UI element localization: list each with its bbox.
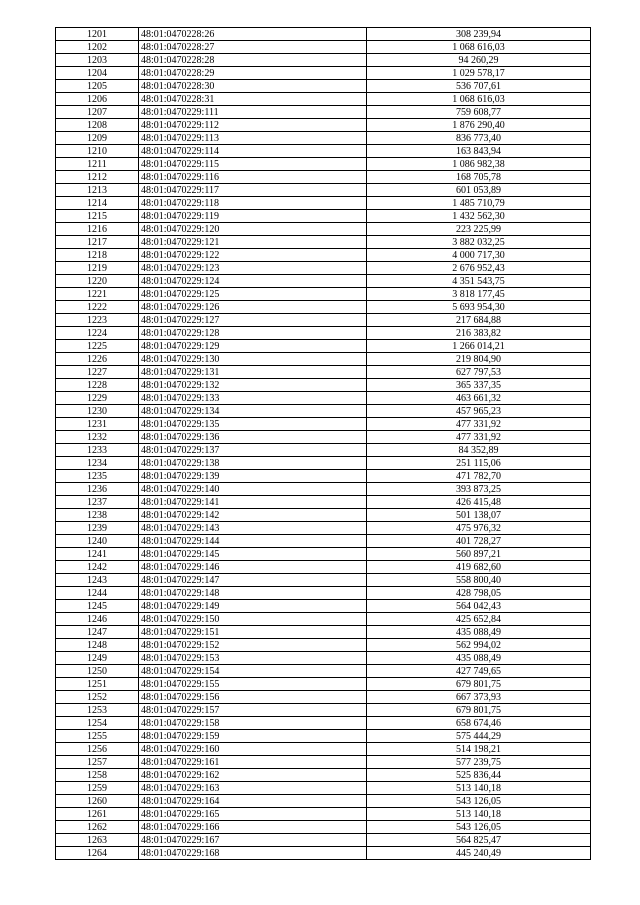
cadastral-value-cell: 2 676 952,43 bbox=[367, 262, 591, 275]
row-number-cell: 1232 bbox=[56, 431, 139, 444]
table-row bbox=[56, 808, 591, 821]
cadastral-value-cell: 5 693 954,30 bbox=[367, 301, 591, 314]
cadastral-number-cell: 48:01:0470229:140 bbox=[139, 483, 367, 496]
cadastral-number-cell: 48:01:0470229:131 bbox=[139, 366, 367, 379]
cadastral-number-cell: 48:01:0470229:159 bbox=[139, 730, 367, 743]
row-number-cell: 1249 bbox=[56, 652, 139, 665]
cadastral-number-cell: 48:01:0470229:111 bbox=[139, 106, 367, 119]
table-row bbox=[56, 691, 591, 704]
table-row bbox=[56, 275, 591, 288]
cadastral-value-cell: 3 818 177,45 bbox=[367, 288, 591, 301]
row-number-cell: 1234 bbox=[56, 457, 139, 470]
cadastral-number-cell: 48:01:0470229:127 bbox=[139, 314, 367, 327]
row-number-cell: 1238 bbox=[56, 509, 139, 522]
row-number-cell: 1227 bbox=[56, 366, 139, 379]
cadastral-value-cell: 577 239,75 bbox=[367, 756, 591, 769]
table-row bbox=[56, 483, 591, 496]
row-number-cell: 1255 bbox=[56, 730, 139, 743]
table-row bbox=[56, 262, 591, 275]
cadastral-value-cell: 217 684,88 bbox=[367, 314, 591, 327]
cadastral-number-cell: 48:01:0470229:112 bbox=[139, 119, 367, 132]
cadastral-number-cell: 48:01:0470229:138 bbox=[139, 457, 367, 470]
cadastral-number-cell: 48:01:0470229:162 bbox=[139, 769, 367, 782]
cadastral-number-cell: 48:01:0470229:153 bbox=[139, 652, 367, 665]
row-number-cell: 1240 bbox=[56, 535, 139, 548]
cadastral-number-cell: 48:01:0470229:147 bbox=[139, 574, 367, 587]
cadastral-number-cell: 48:01:0470229:133 bbox=[139, 392, 367, 405]
cadastral-value-cell: 575 444,29 bbox=[367, 730, 591, 743]
cadastral-value-cell: 513 140,18 bbox=[367, 782, 591, 795]
table-row bbox=[56, 366, 591, 379]
row-number-cell: 1226 bbox=[56, 353, 139, 366]
cadastral-number-cell: 48:01:0470229:141 bbox=[139, 496, 367, 509]
table-row bbox=[56, 535, 591, 548]
cadastral-number-cell: 48:01:0470229:150 bbox=[139, 613, 367, 626]
table-row bbox=[56, 600, 591, 613]
cadastral-number-cell: 48:01:0470229:157 bbox=[139, 704, 367, 717]
cadastral-number-cell: 48:01:0470228:30 bbox=[139, 80, 367, 93]
cadastral-value-cell: 1 876 290,40 bbox=[367, 119, 591, 132]
row-number-cell: 1244 bbox=[56, 587, 139, 600]
cadastral-number-cell: 48:01:0470229:129 bbox=[139, 340, 367, 353]
table-row bbox=[56, 795, 591, 808]
cadastral-number-cell: 48:01:0470229:117 bbox=[139, 184, 367, 197]
cadastral-value-cell: 463 661,32 bbox=[367, 392, 591, 405]
cadastral-value-cell: 1 068 616,03 bbox=[367, 41, 591, 54]
row-number-cell: 1236 bbox=[56, 483, 139, 496]
table-row bbox=[56, 639, 591, 652]
row-number-cell: 1208 bbox=[56, 119, 139, 132]
table-row bbox=[56, 119, 591, 132]
row-number-cell: 1264 bbox=[56, 847, 139, 860]
table-row bbox=[56, 509, 591, 522]
table-row bbox=[56, 470, 591, 483]
cadastral-value-cell: 667 373,93 bbox=[367, 691, 591, 704]
table-row bbox=[56, 210, 591, 223]
cadastral-value-cell: 560 897,21 bbox=[367, 548, 591, 561]
table-row bbox=[56, 184, 591, 197]
row-number-cell: 1223 bbox=[56, 314, 139, 327]
table-row bbox=[56, 834, 591, 847]
cadastral-value-cell: 627 797,53 bbox=[367, 366, 591, 379]
table-row bbox=[56, 288, 591, 301]
row-number-cell: 1203 bbox=[56, 54, 139, 67]
cadastral-number-cell: 48:01:0470229:145 bbox=[139, 548, 367, 561]
cadastral-number-cell: 48:01:0470229:151 bbox=[139, 626, 367, 639]
table-row bbox=[56, 223, 591, 236]
cadastral-number-cell: 48:01:0470229:158 bbox=[139, 717, 367, 730]
table-row bbox=[56, 457, 591, 470]
table-row bbox=[56, 314, 591, 327]
cadastral-number-cell: 48:01:0470229:124 bbox=[139, 275, 367, 288]
cadastral-value-cell: 1 432 562,30 bbox=[367, 210, 591, 223]
cadastral-number-cell: 48:01:0470229:125 bbox=[139, 288, 367, 301]
table-row bbox=[56, 574, 591, 587]
cadastral-value-cell: 564 042,43 bbox=[367, 600, 591, 613]
row-number-cell: 1259 bbox=[56, 782, 139, 795]
cadastral-number-cell: 48:01:0470229:121 bbox=[139, 236, 367, 249]
cadastral-value-cell: 223 225,99 bbox=[367, 223, 591, 236]
table-row bbox=[56, 54, 591, 67]
cadastral-number-cell: 48:01:0470228:27 bbox=[139, 41, 367, 54]
cadastral-number-cell: 48:01:0470229:143 bbox=[139, 522, 367, 535]
row-number-cell: 1253 bbox=[56, 704, 139, 717]
table-row bbox=[56, 145, 591, 158]
cadastral-value-cell: 219 804,90 bbox=[367, 353, 591, 366]
cadastral-number-cell: 48:01:0470229:156 bbox=[139, 691, 367, 704]
cadastral-value-cell: 426 415,48 bbox=[367, 496, 591, 509]
table-row bbox=[56, 28, 591, 41]
table-row bbox=[56, 405, 591, 418]
cadastral-value-cell: 435 088,49 bbox=[367, 626, 591, 639]
row-number-cell: 1204 bbox=[56, 67, 139, 80]
cadastral-value-cell: 558 800,40 bbox=[367, 574, 591, 587]
row-number-cell: 1261 bbox=[56, 808, 139, 821]
cadastral-value-cell: 536 707,61 bbox=[367, 80, 591, 93]
cadastral-value-cell: 471 782,70 bbox=[367, 470, 591, 483]
row-number-cell: 1256 bbox=[56, 743, 139, 756]
cadastral-number-cell: 48:01:0470229:130 bbox=[139, 353, 367, 366]
cadastral-value-cell: 457 965,23 bbox=[367, 405, 591, 418]
table-row bbox=[56, 613, 591, 626]
row-number-cell: 1209 bbox=[56, 132, 139, 145]
table-row bbox=[56, 652, 591, 665]
table-row bbox=[56, 587, 591, 600]
row-number-cell: 1250 bbox=[56, 665, 139, 678]
cadastral-value-cell: 428 798,05 bbox=[367, 587, 591, 600]
row-number-cell: 1202 bbox=[56, 41, 139, 54]
cadastral-value-cell: 427 749,65 bbox=[367, 665, 591, 678]
cadastral-value-cell: 514 198,21 bbox=[367, 743, 591, 756]
table-row bbox=[56, 717, 591, 730]
table-row bbox=[56, 678, 591, 691]
row-number-cell: 1257 bbox=[56, 756, 139, 769]
cadastral-value-cell: 525 836,44 bbox=[367, 769, 591, 782]
table-row bbox=[56, 418, 591, 431]
cadastral-value-cell: 477 331,92 bbox=[367, 418, 591, 431]
row-number-cell: 1258 bbox=[56, 769, 139, 782]
cadastral-number-cell: 48:01:0470229:134 bbox=[139, 405, 367, 418]
row-number-cell: 1252 bbox=[56, 691, 139, 704]
table-row bbox=[56, 444, 591, 457]
cadastral-value-cell: 543 126,05 bbox=[367, 821, 591, 834]
row-number-cell: 1218 bbox=[56, 249, 139, 262]
cadastral-value-cell: 759 608,77 bbox=[367, 106, 591, 119]
row-number-cell: 1217 bbox=[56, 236, 139, 249]
cadastral-value-cell: 163 843,94 bbox=[367, 145, 591, 158]
cadastral-number-cell: 48:01:0470229:164 bbox=[139, 795, 367, 808]
cadastral-value-cell: 435 088,49 bbox=[367, 652, 591, 665]
cadastral-value-cell: 425 652,84 bbox=[367, 613, 591, 626]
row-number-cell: 1201 bbox=[56, 28, 139, 41]
cadastral-number-cell: 48:01:0470229:123 bbox=[139, 262, 367, 275]
cadastral-number-cell: 48:01:0470229:114 bbox=[139, 145, 367, 158]
cadastral-value-cell: 836 773,40 bbox=[367, 132, 591, 145]
row-number-cell: 1263 bbox=[56, 834, 139, 847]
cadastral-value-cell: 308 239,94 bbox=[367, 28, 591, 41]
table-row bbox=[56, 41, 591, 54]
table-row bbox=[56, 821, 591, 834]
cadastral-number-cell: 48:01:0470228:28 bbox=[139, 54, 367, 67]
row-number-cell: 1245 bbox=[56, 600, 139, 613]
cadastral-number-cell: 48:01:0470229:137 bbox=[139, 444, 367, 457]
cadastral-number-cell: 48:01:0470229:142 bbox=[139, 509, 367, 522]
row-number-cell: 1207 bbox=[56, 106, 139, 119]
table-row bbox=[56, 340, 591, 353]
row-number-cell: 1262 bbox=[56, 821, 139, 834]
cadastral-number-cell: 48:01:0470229:167 bbox=[139, 834, 367, 847]
row-number-cell: 1237 bbox=[56, 496, 139, 509]
table-row bbox=[56, 80, 591, 93]
cadastral-number-cell: 48:01:0470229:163 bbox=[139, 782, 367, 795]
cadastral-number-cell: 48:01:0470229:146 bbox=[139, 561, 367, 574]
cadastral-value-cell: 401 728,27 bbox=[367, 535, 591, 548]
cadastral-value-cell: 365 337,35 bbox=[367, 379, 591, 392]
cadastral-value-cell: 1 086 982,38 bbox=[367, 158, 591, 171]
table-row bbox=[56, 704, 591, 717]
row-number-cell: 1241 bbox=[56, 548, 139, 561]
table-row bbox=[56, 197, 591, 210]
cadastral-value-cell: 658 674,46 bbox=[367, 717, 591, 730]
table-row bbox=[56, 769, 591, 782]
cadastral-value-cell: 3 882 032,25 bbox=[367, 236, 591, 249]
cadastral-value-cell: 475 976,32 bbox=[367, 522, 591, 535]
row-number-cell: 1243 bbox=[56, 574, 139, 587]
table-row bbox=[56, 158, 591, 171]
cadastral-number-cell: 48:01:0470229:126 bbox=[139, 301, 367, 314]
cadastral-number-cell: 48:01:0470229:165 bbox=[139, 808, 367, 821]
row-number-cell: 1230 bbox=[56, 405, 139, 418]
row-number-cell: 1224 bbox=[56, 327, 139, 340]
row-number-cell: 1231 bbox=[56, 418, 139, 431]
row-number-cell: 1229 bbox=[56, 392, 139, 405]
row-number-cell: 1246 bbox=[56, 613, 139, 626]
cadastral-value-cell: 4 351 543,75 bbox=[367, 275, 591, 288]
row-number-cell: 1225 bbox=[56, 340, 139, 353]
cadastral-number-cell: 48:01:0470229:116 bbox=[139, 171, 367, 184]
cadastral-number-cell: 48:01:0470229:120 bbox=[139, 223, 367, 236]
cadastral-value-cell: 84 352,89 bbox=[367, 444, 591, 457]
table-row bbox=[56, 496, 591, 509]
table-row bbox=[56, 106, 591, 119]
row-number-cell: 1205 bbox=[56, 80, 139, 93]
table-row bbox=[56, 236, 591, 249]
cadastral-number-cell: 48:01:0470229:152 bbox=[139, 639, 367, 652]
row-number-cell: 1222 bbox=[56, 301, 139, 314]
cadastral-value-cell: 251 115,06 bbox=[367, 457, 591, 470]
cadastral-value-cell: 679 801,75 bbox=[367, 678, 591, 691]
cadastral-value-cell: 1 266 014,21 bbox=[367, 340, 591, 353]
cadastral-number-cell: 48:01:0470229:135 bbox=[139, 418, 367, 431]
cadastral-value-cell: 168 705,78 bbox=[367, 171, 591, 184]
table-row bbox=[56, 548, 591, 561]
cadastral-value-cell: 94 260,29 bbox=[367, 54, 591, 67]
row-number-cell: 1251 bbox=[56, 678, 139, 691]
table-row bbox=[56, 626, 591, 639]
cadastral-value-cell: 419 682,60 bbox=[367, 561, 591, 574]
row-number-cell: 1211 bbox=[56, 158, 139, 171]
cadastral-number-cell: 48:01:0470229:155 bbox=[139, 678, 367, 691]
table-row bbox=[56, 847, 591, 860]
table-row bbox=[56, 67, 591, 80]
cadastral-number-cell: 48:01:0470229:148 bbox=[139, 587, 367, 600]
row-number-cell: 1220 bbox=[56, 275, 139, 288]
cadastral-value-cell: 562 994,02 bbox=[367, 639, 591, 652]
table-row bbox=[56, 743, 591, 756]
table-row bbox=[56, 353, 591, 366]
cadastral-value-cell: 513 140,18 bbox=[367, 808, 591, 821]
cadastral-value-cell: 501 138,07 bbox=[367, 509, 591, 522]
table-row bbox=[56, 782, 591, 795]
cadastral-number-cell: 48:01:0470229:119 bbox=[139, 210, 367, 223]
cadastral-value-cell: 393 873,25 bbox=[367, 483, 591, 496]
row-number-cell: 1214 bbox=[56, 197, 139, 210]
table-row bbox=[56, 93, 591, 106]
cadastral-number-cell: 48:01:0470229:144 bbox=[139, 535, 367, 548]
cadastral-value-cell: 4 000 717,30 bbox=[367, 249, 591, 262]
row-number-cell: 1210 bbox=[56, 145, 139, 158]
cadastral-value-cell: 216 383,82 bbox=[367, 327, 591, 340]
row-number-cell: 1212 bbox=[56, 171, 139, 184]
cadastral-value-cell: 543 126,05 bbox=[367, 795, 591, 808]
cadastral-number-cell: 48:01:0470229:168 bbox=[139, 847, 367, 860]
row-number-cell: 1242 bbox=[56, 561, 139, 574]
row-number-cell: 1233 bbox=[56, 444, 139, 457]
row-number-cell: 1235 bbox=[56, 470, 139, 483]
table-row bbox=[56, 132, 591, 145]
cadastral-value-cell: 601 053,89 bbox=[367, 184, 591, 197]
cadastral-number-cell: 48:01:0470229:166 bbox=[139, 821, 367, 834]
cadastral-value-table bbox=[55, 27, 591, 860]
cadastral-number-cell: 48:01:0470228:31 bbox=[139, 93, 367, 106]
cadastral-value-cell: 477 331,92 bbox=[367, 431, 591, 444]
row-number-cell: 1215 bbox=[56, 210, 139, 223]
cadastral-number-cell: 48:01:0470229:154 bbox=[139, 665, 367, 678]
row-number-cell: 1260 bbox=[56, 795, 139, 808]
row-number-cell: 1219 bbox=[56, 262, 139, 275]
cadastral-value-cell: 679 801,75 bbox=[367, 704, 591, 717]
cadastral-number-cell: 48:01:0470229:118 bbox=[139, 197, 367, 210]
cadastral-number-cell: 48:01:0470229:113 bbox=[139, 132, 367, 145]
cadastral-number-cell: 48:01:0470229:161 bbox=[139, 756, 367, 769]
table-body bbox=[56, 28, 591, 860]
row-number-cell: 1206 bbox=[56, 93, 139, 106]
cadastral-value-cell: 445 240,49 bbox=[367, 847, 591, 860]
row-number-cell: 1247 bbox=[56, 626, 139, 639]
cadastral-number-cell: 48:01:0470229:122 bbox=[139, 249, 367, 262]
cadastral-value-cell: 1 485 710,79 bbox=[367, 197, 591, 210]
cadastral-number-cell: 48:01:0470228:26 bbox=[139, 28, 367, 41]
table-row bbox=[56, 756, 591, 769]
table-row bbox=[56, 665, 591, 678]
table-row bbox=[56, 431, 591, 444]
row-number-cell: 1254 bbox=[56, 717, 139, 730]
row-number-cell: 1248 bbox=[56, 639, 139, 652]
cadastral-value-cell: 1 029 578,17 bbox=[367, 67, 591, 80]
cadastral-number-cell: 48:01:0470229:136 bbox=[139, 431, 367, 444]
table-row bbox=[56, 327, 591, 340]
table-row bbox=[56, 392, 591, 405]
row-number-cell: 1216 bbox=[56, 223, 139, 236]
cadastral-number-cell: 48:01:0470229:115 bbox=[139, 158, 367, 171]
cadastral-number-cell: 48:01:0470229:149 bbox=[139, 600, 367, 613]
table-row bbox=[56, 522, 591, 535]
cadastral-value-cell: 1 068 616,03 bbox=[367, 93, 591, 106]
table-row bbox=[56, 730, 591, 743]
row-number-cell: 1221 bbox=[56, 288, 139, 301]
table-row bbox=[56, 301, 591, 314]
row-number-cell: 1228 bbox=[56, 379, 139, 392]
cadastral-value-cell: 564 825,47 bbox=[367, 834, 591, 847]
table-row bbox=[56, 379, 591, 392]
cadastral-number-cell: 48:01:0470229:160 bbox=[139, 743, 367, 756]
cadastral-number-cell: 48:01:0470229:139 bbox=[139, 470, 367, 483]
table-row bbox=[56, 171, 591, 184]
table-row bbox=[56, 561, 591, 574]
cadastral-number-cell: 48:01:0470229:128 bbox=[139, 327, 367, 340]
row-number-cell: 1213 bbox=[56, 184, 139, 197]
table-row bbox=[56, 249, 591, 262]
cadastral-number-cell: 48:01:0470228:29 bbox=[139, 67, 367, 80]
row-number-cell: 1239 bbox=[56, 522, 139, 535]
cadastral-number-cell: 48:01:0470229:132 bbox=[139, 379, 367, 392]
